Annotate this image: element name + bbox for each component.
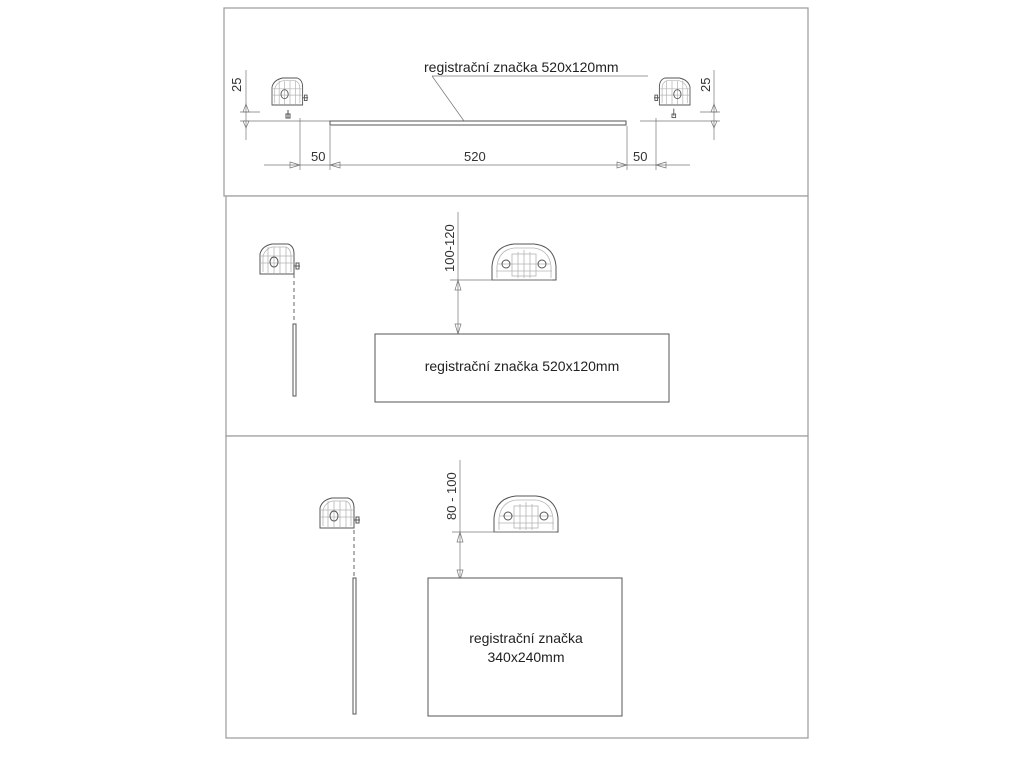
panel-middle [226,196,808,436]
plate-label-bottom-line2: 340x240mm [487,649,565,665]
panel-top-frame [224,8,808,196]
plate-label-middle: registrační značka 520x120mm [424,358,620,374]
panel-top [224,8,808,196]
dim-right: 50 [633,149,648,164]
dim-height-right: 25 [698,77,713,92]
dim-distance-bottom: 80 - 100 [444,472,459,520]
plate-label-bottom-line1: registrační značka [469,630,583,646]
dim-left: 50 [311,149,326,164]
dim-middle: 520 [464,149,486,164]
panel-bottom [226,436,808,738]
dim-distance-middle: 100-120 [442,224,457,272]
top-caption: registrační značka 520x120mm [424,59,619,75]
plate-front-view-bottom [428,578,622,716]
dim-height-left: 25 [229,77,244,92]
